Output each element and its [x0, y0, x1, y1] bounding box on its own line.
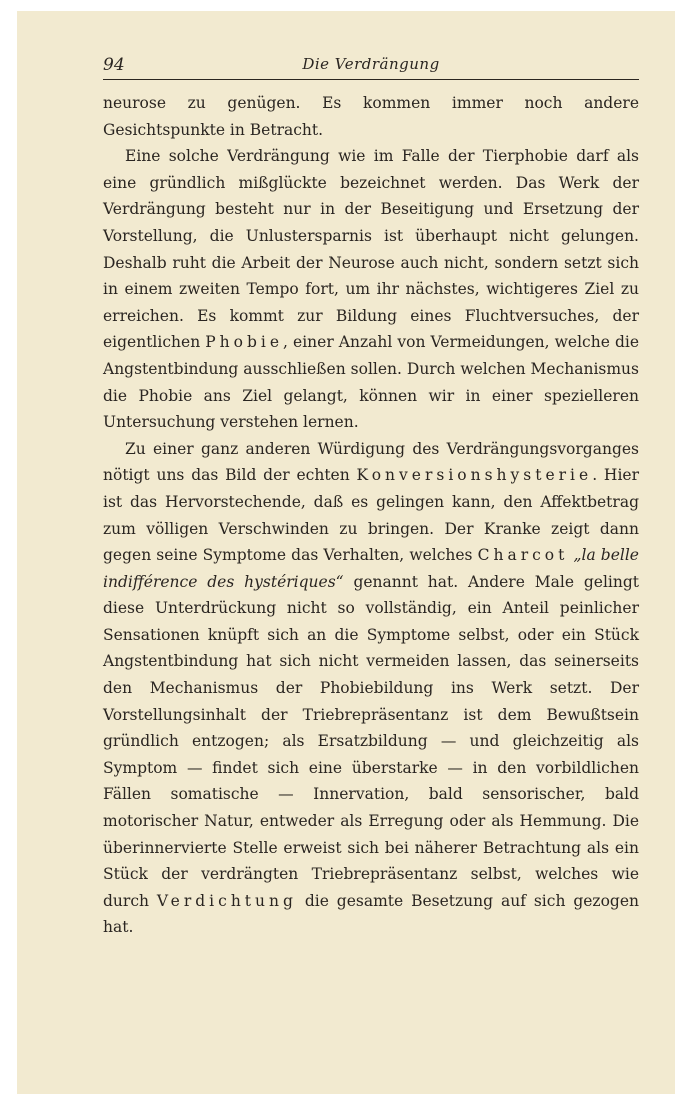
- spaced-term-verdichtung: Verdichtung: [156, 891, 297, 910]
- body-text: [103, 90, 639, 941]
- paragraph-3-text-d: die gesamte Besetzung auf sich gezogen hat.: [103, 891, 639, 937]
- paragraph-1: [103, 90, 639, 143]
- paragraph-3: [103, 436, 639, 941]
- spaced-name-charcot: Charcot: [477, 546, 569, 565]
- running-title: Die Verdrängung: [302, 55, 440, 73]
- italic-quote: „la belle indifférence des hystériques“: [103, 546, 639, 591]
- paragraph-3-text-a: Zu einer ganz anderen Würdigung des Verdrängungsvorganges nötigt uns das Bild der echten: [103, 439, 639, 485]
- page-number: 94: [103, 55, 125, 75]
- page-header: [103, 55, 639, 80]
- paragraph-3-text-b: . Hier ist das Hervorstechende, daß es gelingen kann, den Affektbetrag zum völligen Verschwinden zu bringen. Der Kranke zeigt dann gegen seine Symptome das Verhalten, welches: [103, 466, 639, 565]
- paragraph-2-end: , einer Anzahl von Vermeidungen, welche die Angstentbindung ausschließen sollen. Durch welchen Mechanismus die Phobie ans Ziel gelangt, können wir in einer spezielleren Untersuchung verstehen lernen.: [103, 333, 640, 432]
- spaced-term-phobie: Phobie: [205, 333, 284, 352]
- paragraph-2: [103, 143, 639, 436]
- paragraph-3-text-c: genannt hat. Andere Male gelingt diese Unterdrückung nicht so vollständig, ein Anteil peinlicher Sensationen knüpft sich an die Symptome selbst, oder ein Stück Angstentbindung hat sich nicht vermeiden lassen, das seinerseits den Mechanismus der Phobiebildung ins Werk setzt. Der Vorstellungsinhalt der Triebrepräsentanz ist dem Bewußtsein gründlich entzogen; als Ersatzbildung — und gleichzeitig als Symptom — findet sich eine überstarke — in den vorbildlichen Fällen somatische — Innervation, bald sensorischer, bald motorischer Natur, entweder als Erregung oder als Hemmung. Die überinnervierte Stelle erweist sich bei näherer Betrachtung als ein Stück der verdrängten Triebrepräsentanz selbst, welches wie durch: [103, 572, 639, 910]
- paragraph-2-text: Eine solche Verdrängung wie im Falle der Tierphobie darf als eine gründlich mißglückte bezeichnet werden. Das Werk der Verdrängung besteht nur in der Beseitigung und Ersetzung der Vorstellung, die Unlustersparnis ist überhaupt nicht gelungen. Deshalb ruht die Arbeit der Neurose auch nicht, sondern setzt sich in einem zweiten Tempo fort, um ihr nächstes, wichtigeres Ziel zu erreichen. Es kommt zur Bildung eines Fluchtversuches, der eigentlichen: [103, 147, 639, 352]
- paragraph-1-text: neurose zu genügen. Es kommen immer noch andere Gesichtspunkte in Betracht.: [103, 94, 639, 139]
- spaced-term-konversionshysterie: Konversionshysterie: [356, 466, 593, 485]
